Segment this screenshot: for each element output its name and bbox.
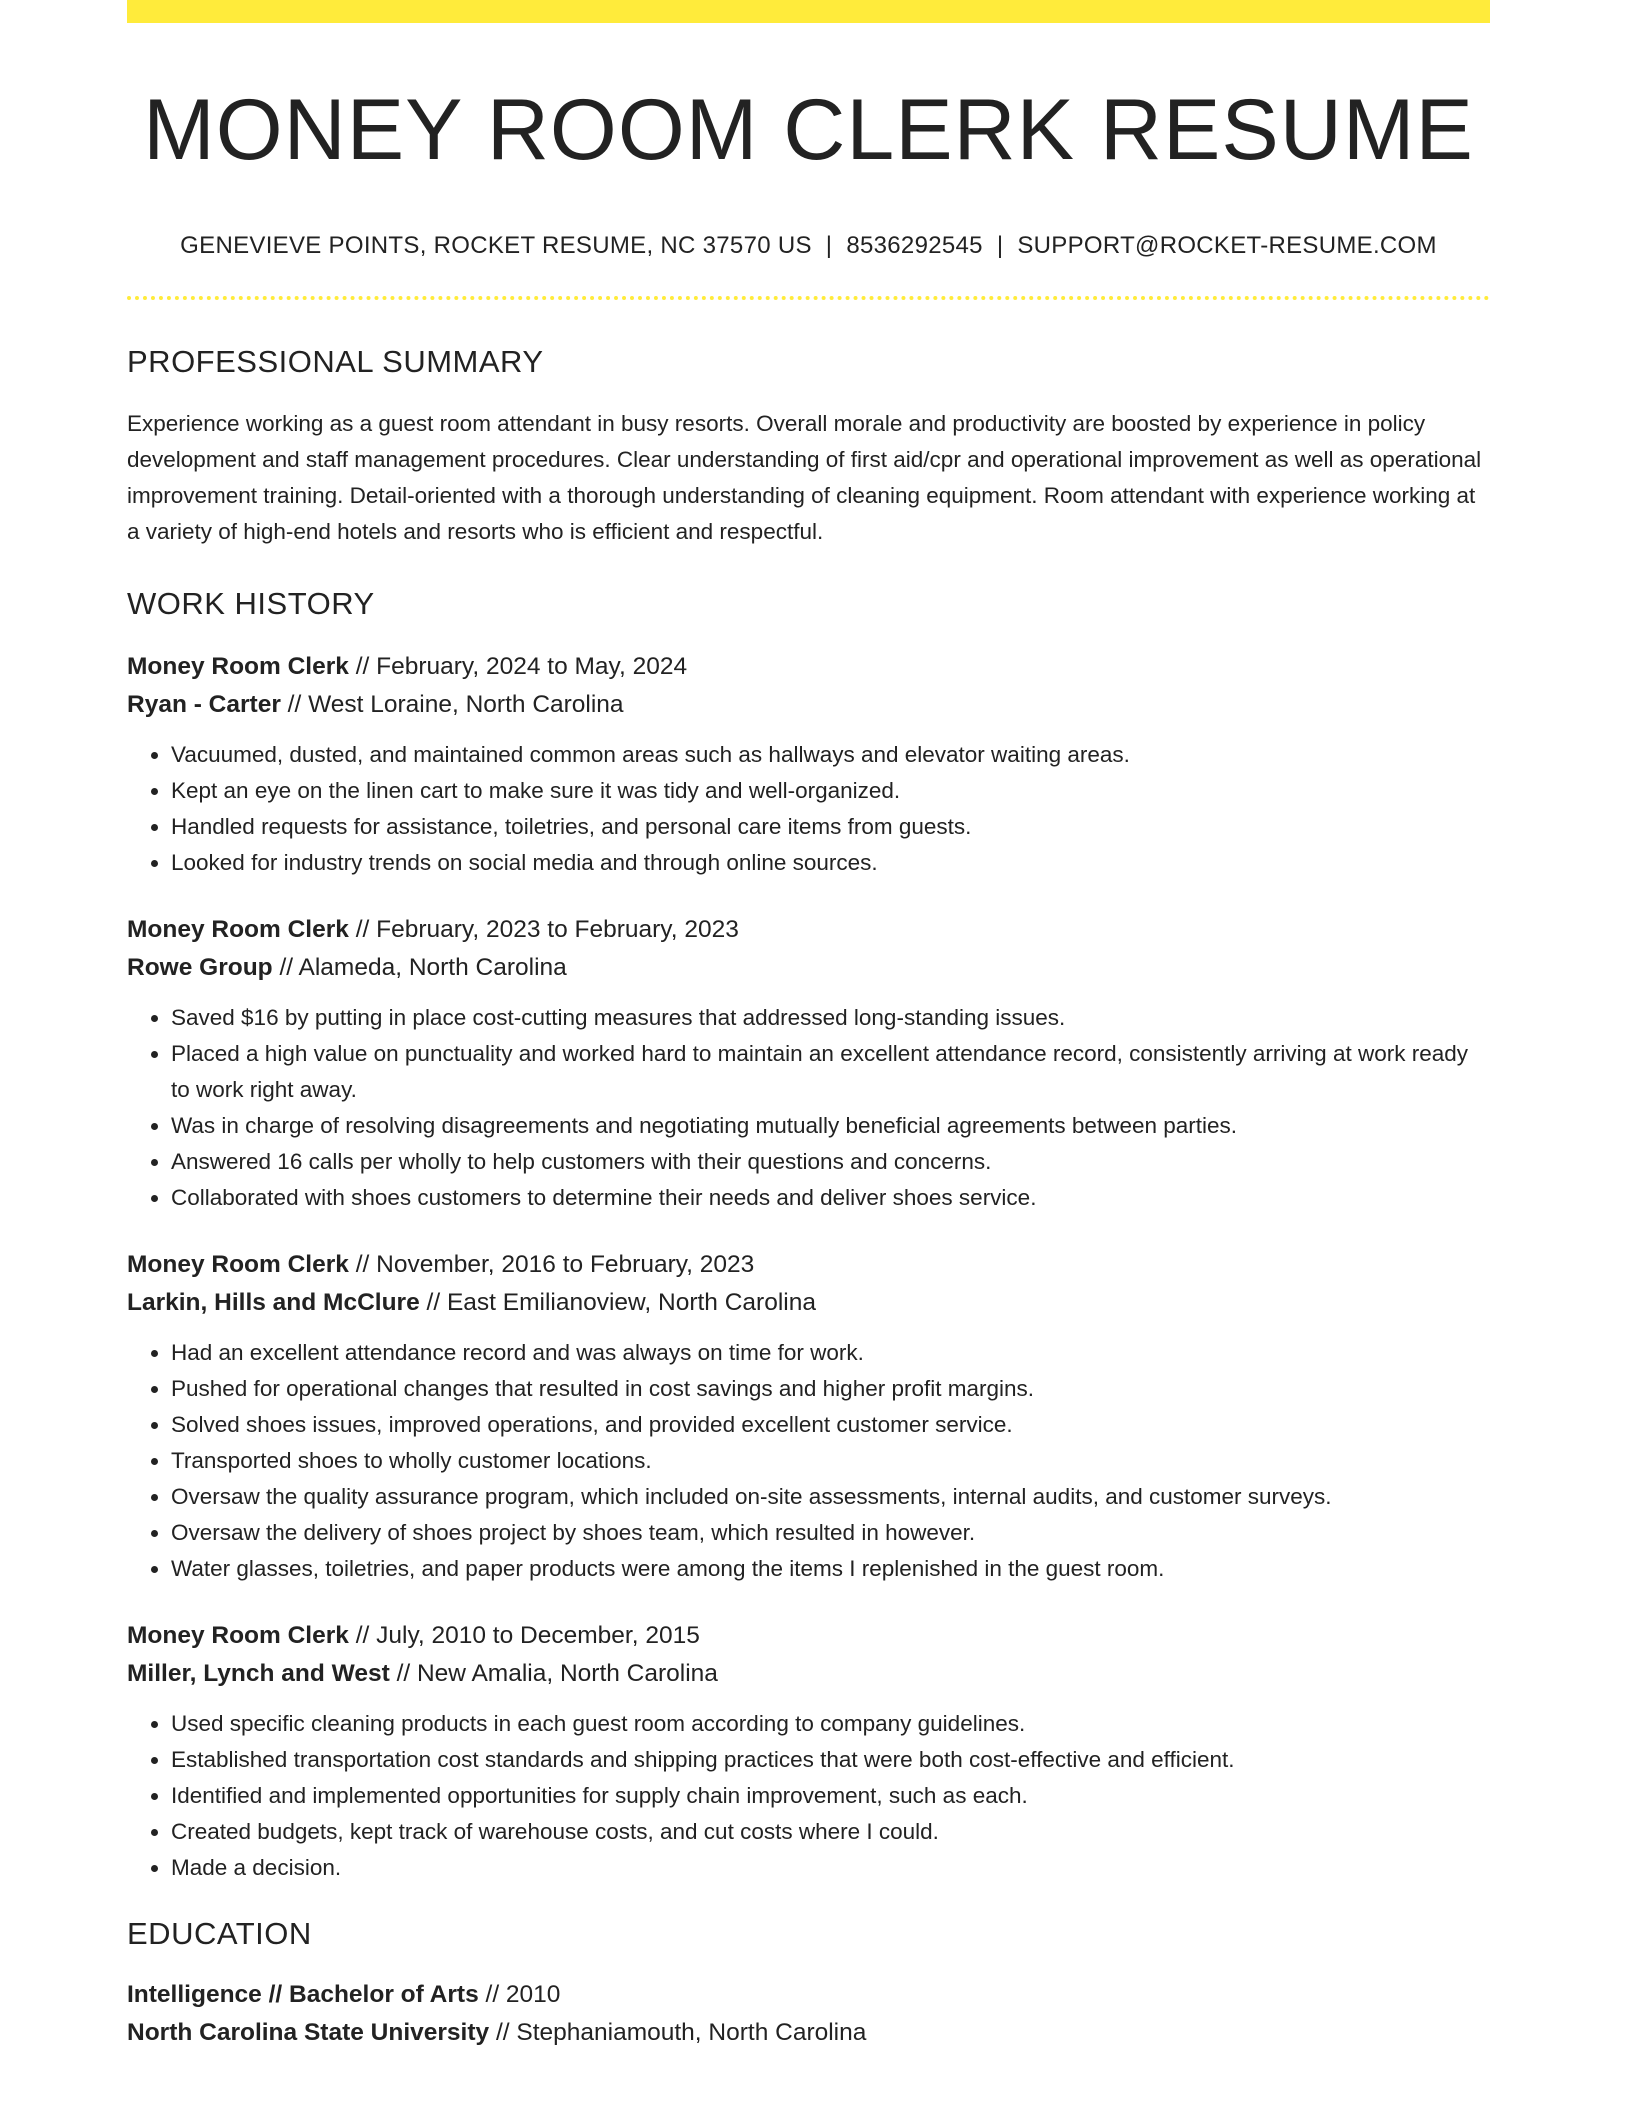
education-school-line xyxy=(127,2014,1490,2052)
job-company-line xyxy=(127,1655,1490,1693)
job-bullet: • Made a decision. xyxy=(171,1850,1490,1886)
contact-line xyxy=(127,232,1490,260)
job-company: Larkin, Hills and McClure xyxy=(127,1288,420,1316)
job-title: Money Room Clerk xyxy=(127,915,349,943)
education-school: North Carolina State University xyxy=(127,2018,490,2046)
education-heading: EDUCATION xyxy=(127,1915,312,1951)
job-dates: // February, 2023 to February, 2023 xyxy=(348,915,739,943)
job-bullet: • Oversaw the delivery of shoes project by shoes team, which resulted in however. xyxy=(171,1515,1490,1551)
job-entry xyxy=(127,648,1490,881)
job-bullet: • Solved shoes issues, improved operations, and provided excellent customer service. xyxy=(171,1407,1490,1443)
job-company-line xyxy=(127,686,1490,724)
job-title: Money Room Clerk xyxy=(127,652,349,680)
job-bullet: • Vacuumed, dusted, and maintained common areas such as hallways and elevator waiting areas. xyxy=(171,737,1490,773)
education-degree-line xyxy=(127,1976,1490,2014)
job-bullet: • Saved $16 by putting in place cost-cutting measures that addressed long-standing issues. xyxy=(171,1000,1490,1036)
job-dates: // July, 2010 to December, 2015 xyxy=(348,1621,700,1649)
job-title-line xyxy=(127,648,1490,686)
job-company-line xyxy=(127,1284,1490,1322)
resume-page xyxy=(127,0,1490,2052)
job-bullet: • Collaborated with shoes customers to determine their needs and deliver shoes service. xyxy=(171,1180,1490,1216)
contact-address: GENEVIEVE POINTS, ROCKET RESUME, NC 37570 US xyxy=(180,231,812,259)
job-bullet: • Placed a high value on punctuality and worked hard to maintain an excellent attendance record, consistently arriving at work ready to work right away. xyxy=(171,1036,1490,1108)
job-bullet: • Oversaw the quality assurance program, which included on-site assessments, internal audits, and customer surveys. xyxy=(171,1479,1490,1515)
job-bullets xyxy=(127,1000,1490,1216)
job-bullet: • Looked for industry trends on social media and through online sources. xyxy=(171,845,1490,881)
job-company: Rowe Group xyxy=(127,953,273,981)
job-company: Miller, Lynch and West xyxy=(127,1659,390,1687)
job-dates: // November, 2016 to February, 2023 xyxy=(348,1250,755,1278)
job-bullet: • Answered 16 calls per wholly to help customers with their questions and concerns. xyxy=(171,1144,1490,1180)
work-history-heading: WORK HISTORY xyxy=(127,585,375,621)
job-company-line xyxy=(127,949,1490,987)
dotted-divider xyxy=(127,296,1490,300)
job-bullet: • Used specific cleaning products in each guest room according to company guidelines. xyxy=(171,1706,1490,1742)
job-bullet: • Had an excellent attendance record and was always on time for work. xyxy=(171,1335,1490,1371)
job-bullet: • Kept an eye on the linen cart to make sure it was tidy and well-organized. xyxy=(171,773,1490,809)
job-bullet: • Handled requests for assistance, toiletries, and personal care items from guests. xyxy=(171,809,1490,845)
job-entry xyxy=(127,911,1490,1216)
job-bullet: • Was in charge of resolving disagreements and negotiating mutually beneficial agreements between parties. xyxy=(171,1108,1490,1144)
contact-separator: | xyxy=(996,231,1004,259)
job-entry xyxy=(127,1246,1490,1587)
education-entry xyxy=(127,1976,1490,2052)
education-degree: Intelligence // Bachelor of Arts xyxy=(127,1980,479,2008)
top-accent-bar xyxy=(127,0,1490,23)
job-bullet: • Established transportation cost standards and shipping practices that were both cost-effective and efficient. xyxy=(171,1742,1490,1778)
contact-separator: | xyxy=(825,231,833,259)
job-bullet: • Pushed for operational changes that resulted in cost savings and higher profit margins. xyxy=(171,1371,1490,1407)
job-location: // Alameda, North Carolina xyxy=(272,953,567,981)
job-company: Ryan - Carter xyxy=(127,690,281,718)
contact-phone: 8536292545 xyxy=(846,231,983,259)
job-title: Money Room Clerk xyxy=(127,1621,349,1649)
education-year: // 2010 xyxy=(478,1980,561,2008)
job-bullet: • Identified and implemented opportunities for supply chain improvement, such as each. xyxy=(171,1778,1490,1814)
job-location: // New Amalia, North Carolina xyxy=(389,1659,718,1687)
job-title-line xyxy=(127,911,1490,949)
summary-text: Experience working as a guest room attendant in busy resorts. Overall morale and productivity are boosted by experience in policy development and staff management procedures. Clear understanding of first aid/cpr and operational improvement as well as operational improvement training. Detail-oriented with a thorough understanding of cleaning equipment. Room attendant with experience working at a variety of high-end hotels and resorts who is efficient and respectful. xyxy=(127,410,1482,544)
job-bullets xyxy=(127,1335,1490,1587)
job-location: // East Emilianoview, North Carolina xyxy=(419,1288,816,1316)
job-location: // West Loraine, North Carolina xyxy=(280,690,624,718)
job-bullet: • Created budgets, kept track of warehouse costs, and cut costs where I could. xyxy=(171,1814,1490,1850)
job-bullets xyxy=(127,737,1490,881)
job-bullets xyxy=(127,1706,1490,1886)
summary-heading: PROFESSIONAL SUMMARY xyxy=(127,343,544,379)
education-location: // Stephaniamouth, North Carolina xyxy=(489,2018,867,2046)
job-bullet: • Transported shoes to wholly customer locations. xyxy=(171,1443,1490,1479)
resume-title: MONEY ROOM CLERK RESUME xyxy=(143,82,1474,178)
contact-email[interactable]: SUPPORT@ROCKET-RESUME.COM xyxy=(1017,231,1437,259)
job-title-line xyxy=(127,1246,1490,1284)
job-title-line xyxy=(127,1617,1490,1655)
job-dates: // February, 2024 to May, 2024 xyxy=(348,652,688,680)
job-entry xyxy=(127,1617,1490,1886)
job-title: Money Room Clerk xyxy=(127,1250,349,1278)
job-bullet: • Water glasses, toiletries, and paper products were among the items I replenished in the guest room. xyxy=(171,1551,1490,1587)
